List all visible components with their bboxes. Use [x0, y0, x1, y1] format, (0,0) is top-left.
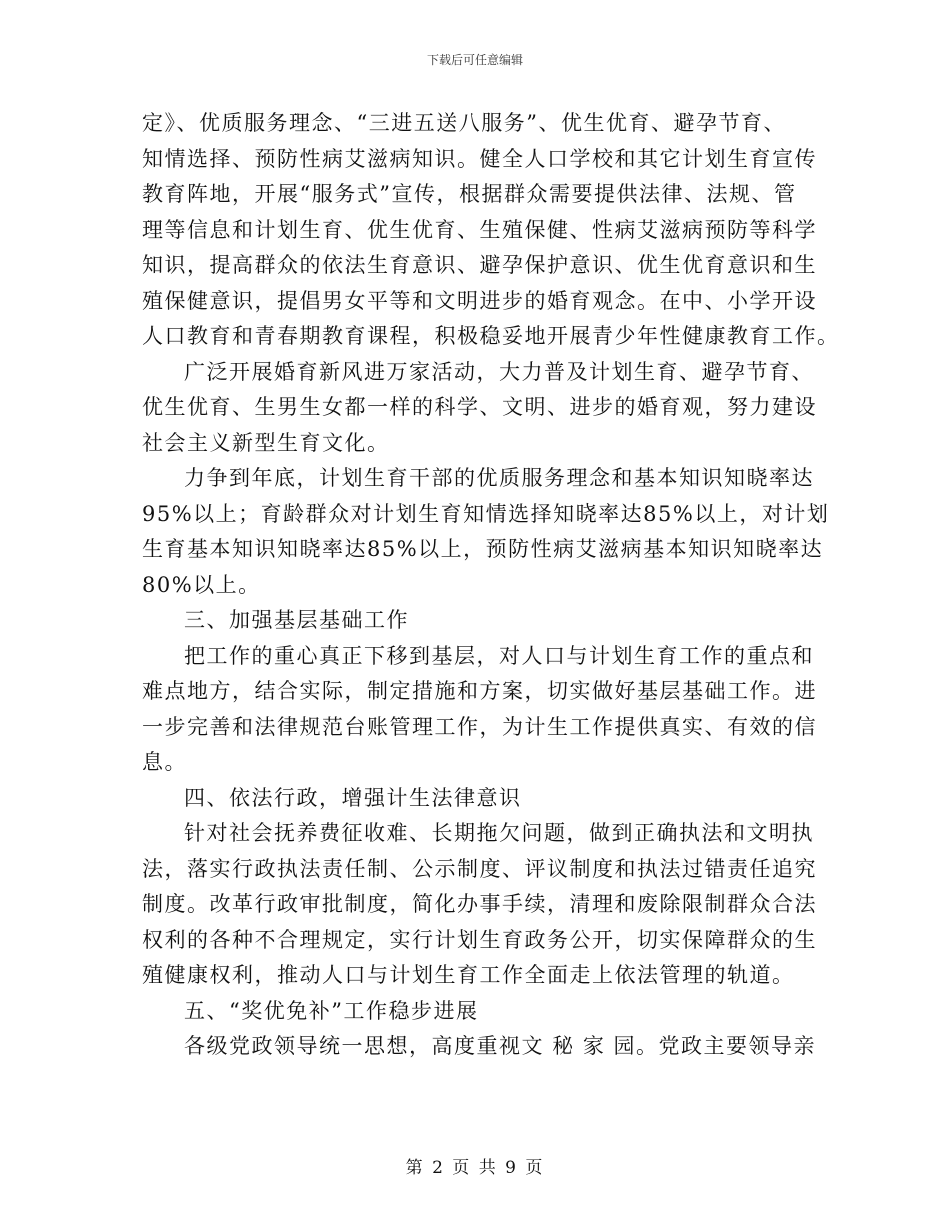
paragraph-start-line: 针对社会抚养费征收难、长期拖欠问题，做到正确执法和文明执	[184, 821, 814, 845]
text-line: 难点地方，结合实际，制定措施和方案，切实做好基层基础工作。进	[142, 679, 817, 703]
text-line: 95%以上；育龄群众对计划生育知情选择知晓率达85%以上，对计划	[142, 501, 830, 526]
text-line: 法，落实行政执法责任制、公示制度、评议制度和执法过错责任追究	[142, 856, 817, 881]
text-line: 理等信息和计划生育、优生优育、生殖保健、性病艾滋病预防等科学	[142, 217, 817, 242]
section-heading: 四、依法行政，增强计生法律意识	[184, 785, 522, 810]
text-line: 人口教育和青春期教育课程，积极稳妥地开展青少年性健康教育工作。	[142, 324, 840, 348]
text-line: 生育基本知识知晓率达85%以上，预防性病艾滋病基本知识知晓率达	[142, 537, 824, 561]
text-line: 教育阵地，开展“服务式”宣传，根据群众需要提供法律、法规、管	[142, 182, 797, 206]
text-line: 社会主义新型生育文化。	[142, 430, 390, 455]
page-footer: 第 2 页 共 9 页	[405, 1158, 545, 1178]
text-line: 殖保健意识，提倡男女平等和文明进步的婚育观念。在中、小学开设	[142, 288, 817, 313]
text-line: 知情选择、预防性病艾滋病知识。健全人口学校和其它计划生育宣传	[142, 146, 817, 171]
text-line: 制度。改革行政审批制度，简化办事手续，清理和废除限制群众合法	[142, 892, 817, 916]
page-header: 下载后可任意编辑	[426, 53, 523, 67]
text-line: 一步完善和法律规范台账管理工作，为计生工作提供真实、有效的信	[142, 714, 817, 739]
paragraph-start-line: 把工作的重心真正下移到基层，对人口与计划生育工作的重点和	[184, 643, 814, 668]
section-heading: 三、加强基层基础工作	[184, 608, 409, 632]
text-line: 知识，提高群众的依法生育意识、避孕保护意识、优生优育意识和生	[142, 253, 817, 277]
text-line: 息。	[142, 750, 187, 774]
text-line: 殖健康权利，推动人口与计划生育工作全面走上依法管理的轨道。	[142, 963, 795, 987]
text-line: 80%以上。	[142, 572, 261, 597]
section-heading: 五、“奖优免补”工作稳步进展	[184, 998, 479, 1023]
paragraph-start-line: 力争到年底，计划生育干部的优质服务理念和基本知识知晓率达	[184, 466, 814, 490]
text-line: 权利的各种不合理规定，实行计划生育政务公开，切实保障群众的生	[142, 927, 817, 952]
text-line: 定》、优质服务理念、“三进五送八服务”、优生优育、避孕节育、	[142, 111, 786, 135]
paragraph-start-line: 广泛开展婚育新风进万家活动，大力普及计划生育、避孕节育、	[184, 359, 814, 384]
document-body	[142, 106, 840, 1065]
paragraph-start-line: 各级党政领导统一思想，高度重视文 秘 家 园。党政主要领导亲	[184, 1034, 817, 1058]
text-line: 优生优育、生男生女都一样的科学、文明、进步的婚育观，努力建设	[142, 395, 817, 419]
